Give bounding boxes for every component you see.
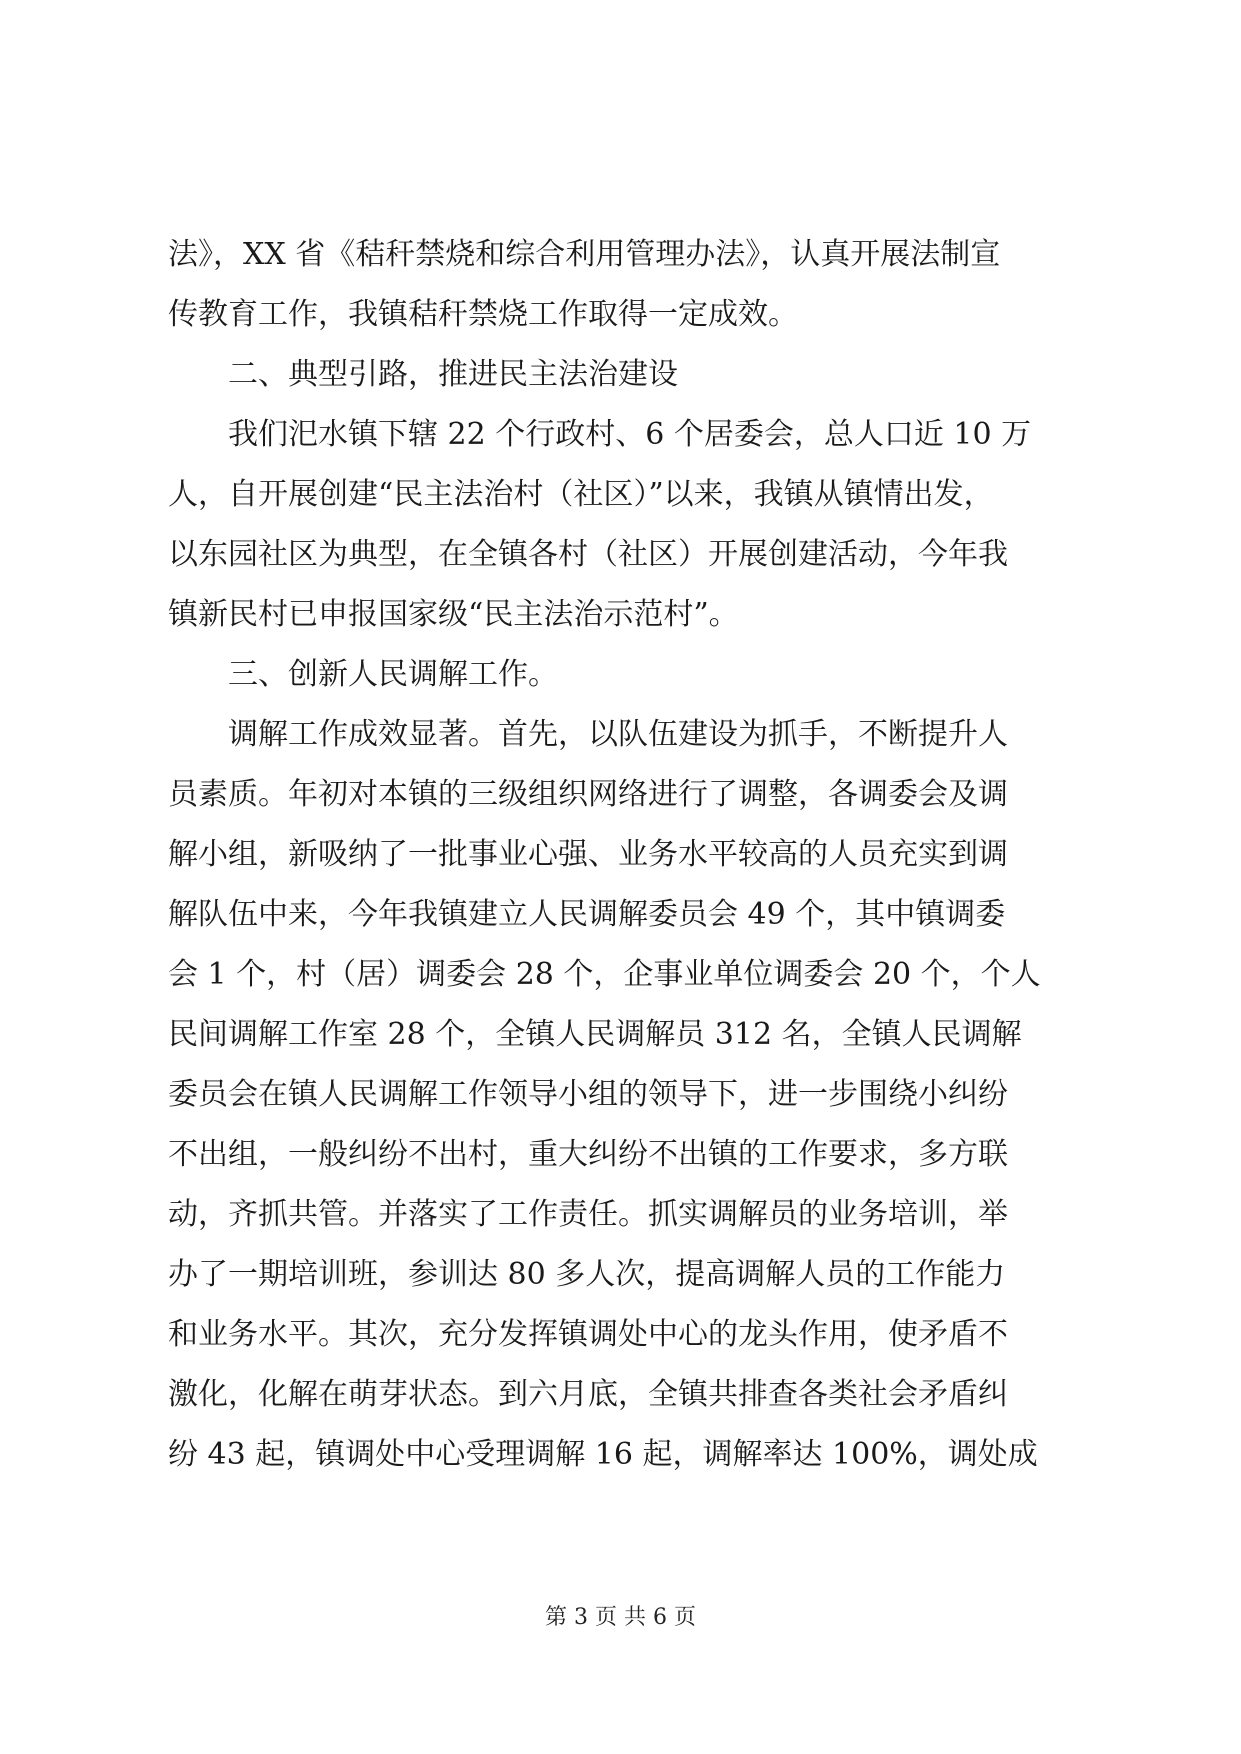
- line-text: 激化，化解在萌芽状态。到六月底，全镇共排查各类社会矛盾纠: [168, 1377, 1008, 1412]
- text-line: [0, 1365, 1241, 1425]
- line-text: 办了一期培训班，参训达 80 多人次，提高调解人员的工作能力: [168, 1257, 1006, 1292]
- text-line: [0, 285, 1241, 345]
- page-number-footer: 第 3 页 共 6 页: [545, 1605, 696, 1630]
- text-line: [0, 945, 1241, 1005]
- line-text: 人，自开展创建“民主法治村（社区）”以来，我镇从镇情出发，: [168, 477, 994, 512]
- line-text: 不出组，一般纠纷不出村，重大纠纷不出镇的工作要求，多方联: [168, 1137, 1008, 1172]
- line-text: 和业务水平。其次，充分发挥镇调处中心的龙头作用，使矛盾不: [168, 1317, 1008, 1352]
- line-text: 解小组，新吸纳了一批事业心强、业务水平较高的人员充实到调: [168, 837, 1008, 872]
- line-text: 纷 43 起，镇调处中心受理调解 16 起，调解率达 100%，调处成: [168, 1437, 1038, 1472]
- text-line: [0, 1065, 1241, 1125]
- text-line: [0, 585, 1241, 645]
- text-line: [0, 765, 1241, 825]
- text-line: [0, 1425, 1241, 1485]
- line-text: 会 1 个，村（居）调委会 28 个，企事业单位调委会 20 个，个人: [168, 957, 1041, 992]
- line-text: 镇新民村已申报国家级“民主法治示范村”。: [168, 597, 739, 632]
- line-text: 解队伍中来，今年我镇建立人民调解委员会 49 个，其中镇调委: [168, 897, 1006, 932]
- text-line: [0, 825, 1241, 885]
- text-line: [0, 225, 1241, 285]
- line-text: 委员会在镇人民调解工作领导小组的领导下，进一步围绕小纠纷: [168, 1077, 1008, 1112]
- text-line: [0, 705, 1241, 765]
- text-line: [0, 885, 1241, 945]
- line-text: 以东园社区为典型，在全镇各村（社区）开展创建活动，今年我: [168, 537, 1008, 572]
- text-line: [0, 1005, 1241, 1065]
- line-text: 法》，XX 省《秸秆禁烧和综合利用管理办法》，认真开展法制宣: [168, 237, 1001, 272]
- text-line: [0, 1305, 1241, 1365]
- text-line: [0, 405, 1241, 465]
- line-text: 调解工作成效显著。首先，以队伍建设为抓手，不断提升人: [228, 717, 1008, 752]
- line-text: 我们汜水镇下辖 22 个行政村、6 个居委会，总人口近 10 万: [228, 417, 1032, 452]
- line-text: 民间调解工作室 28 个，全镇人民调解员 312 名，全镇人民调解: [168, 1017, 1022, 1052]
- section-heading: [0, 345, 1241, 405]
- line-text: 员素质。年初对本镇的三级组织网络进行了调整，各调委会及调: [168, 777, 1008, 812]
- section-heading: [0, 645, 1241, 705]
- text-line: [0, 1245, 1241, 1305]
- text-line: [0, 1185, 1241, 1245]
- text-line: [0, 525, 1241, 585]
- text-line: [0, 1125, 1241, 1185]
- line-text: 传教育工作，我镇秸秆禁烧工作取得一定成效。: [168, 297, 798, 332]
- line-text: 二、典型引路，推进民主法治建设: [228, 357, 678, 392]
- line-text: 三、创新人民调解工作。: [228, 657, 558, 692]
- line-text: 动，齐抓共管。并落实了工作责任。抓实调解员的业务培训，举: [168, 1197, 1008, 1232]
- text-line: [0, 465, 1241, 525]
